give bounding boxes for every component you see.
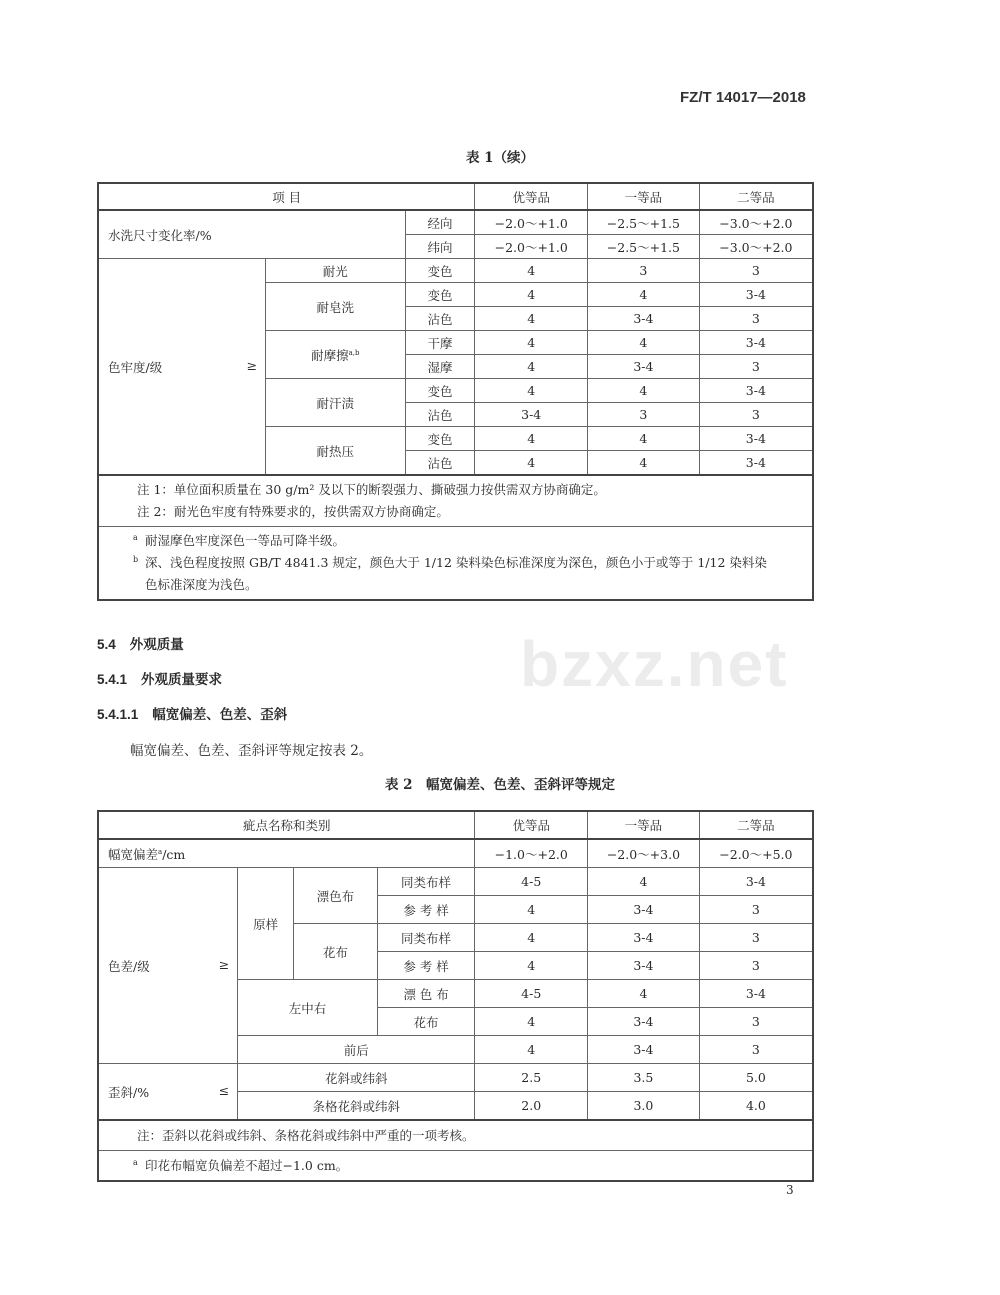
table-row <box>98 259 813 283</box>
section-number: 5.4 <box>97 637 116 652</box>
header-grade: 优等品 <box>475 183 588 210</box>
section-5-4 <box>97 633 184 653</box>
header-item: 疵点名称和类别 <box>98 811 475 839</box>
table1 <box>97 182 814 601</box>
cell: 3 <box>588 403 700 427</box>
cell: 3 <box>699 259 813 283</box>
cell: 3.0 <box>588 1092 700 1121</box>
cell: 3-4 <box>699 868 813 896</box>
table-row <box>98 1064 813 1092</box>
cell: 4 <box>588 868 700 896</box>
group-label: 原样 <box>238 868 294 980</box>
note: 注：歪斜以花斜或纬斜、条格花斜或纬斜中严重的一项考核。 <box>98 1120 813 1151</box>
cell: 4 <box>588 379 700 403</box>
cell: 沾色 <box>405 451 475 476</box>
cell: 2.5 <box>475 1064 588 1092</box>
cell: 参 考 样 <box>377 896 475 924</box>
row-label <box>98 259 266 476</box>
cell: 4 <box>475 379 588 403</box>
header-grade: 二等品 <box>699 183 813 210</box>
cell: 4 <box>475 924 588 952</box>
comparison-symbol: ≥ <box>218 956 230 972</box>
table-footnotes <box>98 527 813 601</box>
cell: 4 <box>475 331 588 355</box>
cell: −2.5～+1.5 <box>588 235 700 259</box>
paragraph: 幅宽偏差、色差、歪斜评等规定按表 2。 <box>130 743 373 759</box>
cell: 条格花斜或纬斜 <box>238 1092 475 1121</box>
cell: −3.0～+2.0 <box>699 210 813 235</box>
cell: 4 <box>475 952 588 980</box>
cell: 3 <box>699 403 813 427</box>
cell: −1.0～+2.0 <box>475 839 588 868</box>
header-grade: 优等品 <box>475 811 588 839</box>
cell: 参 考 样 <box>377 952 475 980</box>
cell: −2.0～+1.0 <box>475 210 588 235</box>
section-title: 外观质量要求 <box>141 672 223 688</box>
table2 <box>97 810 814 1182</box>
cell: 3-4 <box>699 379 813 403</box>
group-label: 花布 <box>294 924 378 980</box>
cell: 3 <box>588 259 700 283</box>
cell: 4 <box>475 896 588 924</box>
cell: 4 <box>475 1036 588 1064</box>
cell: 3-4 <box>588 896 700 924</box>
cell: 3 <box>699 896 813 924</box>
cell: 3-4 <box>588 1036 700 1064</box>
cell: 4 <box>475 1008 588 1036</box>
cell: 3-4 <box>588 1008 700 1036</box>
group-label: 耐汗渍 <box>266 379 406 427</box>
cell: 3-4 <box>699 427 813 451</box>
note: 注 1：单位面积质量在 30 g/m² 及以下的断裂强力、撕破强力按供需双方协商确定。 <box>137 482 606 497</box>
cell: 3.5 <box>588 1064 700 1092</box>
section-5-4-1-1 <box>97 703 287 723</box>
cell: −2.0～+3.0 <box>588 839 700 868</box>
footnote-marker: a,b <box>348 348 360 357</box>
section-5-4-1 <box>97 668 222 688</box>
label-text: 歪斜/% <box>108 1084 150 1100</box>
cell: −2.0～+1.0 <box>475 235 588 259</box>
label-text: 幅宽偏差 <box>108 846 159 862</box>
cell: 沾色 <box>405 403 475 427</box>
footnote: 耐湿摩色牢度深色一等品可降半级。 <box>145 533 346 548</box>
cell: 3-4 <box>588 355 700 379</box>
footnote: 深、浅色程度按照 GB/T 4841.3 规定，颜色大于 1/12 染料染色标准深度为深色，颜色小于或等于 1/12 染料染 <box>145 555 767 570</box>
cell: 4 <box>475 307 588 331</box>
comparison-symbol: ≥ <box>246 357 258 373</box>
header-grade: 二等品 <box>699 811 813 839</box>
cell: 3 <box>699 952 813 980</box>
cell: 3-4 <box>699 980 813 1008</box>
cell: 4 <box>475 283 588 307</box>
cell: 纬向 <box>405 235 475 259</box>
notes-row <box>98 1120 813 1151</box>
section-title: 幅宽偏差、色差、歪斜 <box>152 707 288 723</box>
group-label: 耐热压 <box>266 427 406 476</box>
table-header-row <box>98 811 813 839</box>
cell: 4 <box>475 427 588 451</box>
cell: 4.0 <box>699 1092 813 1121</box>
cell: 同类布样 <box>377 868 475 896</box>
table1-caption: 表 1（续） <box>465 150 535 166</box>
watermark: bzxz.net <box>520 628 789 700</box>
cell: 3-4 <box>699 451 813 476</box>
cell: 同类布样 <box>377 924 475 952</box>
cell: 3-4 <box>699 331 813 355</box>
section-number: 5.4.1.1 <box>97 707 139 722</box>
table2-caption: 表 2 幅宽偏差、色差、歪斜评等规定 <box>384 777 616 793</box>
cell: −3.0～+2.0 <box>699 235 813 259</box>
note: 注 2：耐光色牢度有特殊要求的，按供需双方协商确定。 <box>137 504 449 519</box>
group-label-text: 耐摩擦 <box>311 347 349 363</box>
group-label: 耐皂洗 <box>266 283 406 331</box>
row-label <box>98 839 475 868</box>
footnote: 印花布幅宽负偏差不超过−1.0 cm。 <box>145 1157 349 1173</box>
group-label: 耐光 <box>266 259 406 283</box>
cell: 4 <box>475 355 588 379</box>
cell: 沾色 <box>405 307 475 331</box>
label-text: 色牢度/级 <box>108 359 163 375</box>
cell: 2.0 <box>475 1092 588 1121</box>
cell: 3-4 <box>475 403 588 427</box>
cell: 变色 <box>405 259 475 283</box>
cell: 4-5 <box>475 980 588 1008</box>
cell: 3-4 <box>699 283 813 307</box>
cell: 4 <box>588 283 700 307</box>
cell: −2.0～+5.0 <box>699 839 813 868</box>
row-label: 水洗尺寸变化率/% <box>98 210 405 259</box>
cell: 4 <box>588 451 700 476</box>
cell: 4 <box>588 331 700 355</box>
section-title: 外观质量 <box>129 637 184 653</box>
cell: 3 <box>699 1008 813 1036</box>
group-label: 漂色布 <box>294 868 378 924</box>
footnote-continuation: 色标准深度为浅色。 <box>145 577 258 592</box>
cell: 4 <box>588 427 700 451</box>
cell: 4 <box>588 980 700 1008</box>
notes-row <box>98 475 813 527</box>
cell: 3-4 <box>588 952 700 980</box>
header-item: 项 目 <box>98 183 475 210</box>
cell: 变色 <box>405 379 475 403</box>
cell: 干摩 <box>405 331 475 355</box>
cell: 变色 <box>405 283 475 307</box>
table-row <box>98 839 813 868</box>
footnotes-row <box>98 1151 813 1182</box>
footnote-marker: a <box>158 847 163 856</box>
header-grade: 一等品 <box>588 811 700 839</box>
row-label <box>98 1064 238 1121</box>
cell: 3-4 <box>588 307 700 331</box>
document-number: FZ/T 14017—2018 <box>680 89 806 106</box>
cell: 4 <box>475 259 588 283</box>
cell: 3-4 <box>588 924 700 952</box>
cell: 漂 色 布 <box>377 980 475 1008</box>
cell: 5.0 <box>699 1064 813 1092</box>
cell: 4-5 <box>475 868 588 896</box>
footnote-marker: a <box>133 1157 138 1167</box>
comparison-symbol: ≤ <box>218 1082 230 1098</box>
group-label: 左中右 <box>238 980 378 1036</box>
group-label <box>266 331 406 379</box>
cell: 花布 <box>377 1008 475 1036</box>
cell: 湿摩 <box>405 355 475 379</box>
cell: −2.5～+1.5 <box>588 210 700 235</box>
label-text: 色差/级 <box>108 958 150 974</box>
table-header-row <box>98 183 813 210</box>
cell: 3 <box>699 355 813 379</box>
page-number: 3 <box>786 1183 794 1197</box>
header-grade: 一等品 <box>588 183 700 210</box>
cell: 前后 <box>238 1036 475 1064</box>
table-row <box>98 868 813 896</box>
cell: 3 <box>699 1036 813 1064</box>
section-number: 5.4.1 <box>97 672 128 687</box>
footnote-marker: a <box>133 533 138 542</box>
table-row <box>98 210 813 235</box>
table-footnotes <box>98 1151 813 1182</box>
cell: 经向 <box>405 210 475 235</box>
cell: 3 <box>699 307 813 331</box>
footnote-marker: b <box>133 555 139 564</box>
cell: 变色 <box>405 427 475 451</box>
footnotes-row <box>98 527 813 601</box>
unit: /cm <box>162 846 186 862</box>
row-label <box>98 868 238 1064</box>
cell: 4 <box>475 451 588 476</box>
table-notes <box>98 475 813 527</box>
cell: 3 <box>699 924 813 952</box>
cell: 花斜或纬斜 <box>238 1064 475 1092</box>
